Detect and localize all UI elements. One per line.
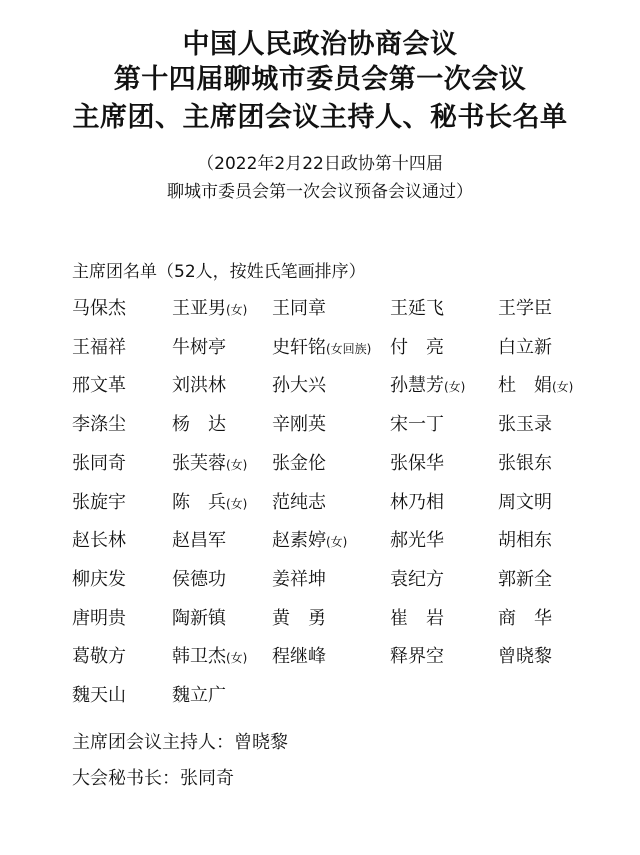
member-name-text: 孙大兴 xyxy=(272,375,326,397)
member-name-text: 周文明 xyxy=(498,491,552,513)
member-name-text: 孙慧芳 xyxy=(390,375,444,397)
name-row xyxy=(0,412,640,440)
member-name-text: 张芙蓉 xyxy=(172,452,226,474)
member-name-text: 牛树亭 xyxy=(172,336,226,358)
member-name-text: 张金伦 xyxy=(272,452,326,474)
member-note: (女) xyxy=(226,651,248,666)
member-name xyxy=(72,606,126,632)
member-name-text: 张保华 xyxy=(390,452,444,474)
member-name xyxy=(272,412,326,438)
member-name xyxy=(172,490,247,517)
member-name-text: 张旋宇 xyxy=(72,491,126,513)
member-name xyxy=(498,335,552,361)
member-name xyxy=(390,373,465,400)
member-name xyxy=(272,373,326,399)
member-name xyxy=(172,412,226,438)
member-name-text: 张银东 xyxy=(498,452,552,474)
member-name-text: 赵素婷 xyxy=(272,530,326,552)
member-name xyxy=(390,296,444,322)
member-name xyxy=(498,567,552,593)
member-name-text: 刘洪林 xyxy=(172,375,226,397)
member-name xyxy=(72,683,126,709)
title-line-2: 第十四届聊城市委员会第一次会议 xyxy=(113,64,527,95)
member-name-text: 张同奇 xyxy=(72,452,126,474)
member-name xyxy=(498,373,573,400)
member-name-text: 魏天山 xyxy=(72,685,126,706)
member-name-text: 史轩铭 xyxy=(272,336,326,358)
member-name-text: 王延飞 xyxy=(390,298,444,319)
member-name xyxy=(172,567,226,593)
member-name xyxy=(498,412,552,438)
title-line-1: 中国人民政治协商会议 xyxy=(182,29,458,60)
name-row xyxy=(0,644,640,672)
member-name xyxy=(390,644,444,670)
member-name xyxy=(390,490,444,516)
secretary-general-line xyxy=(72,766,234,792)
title-line-3: 主席团、主席团会议主持人、秘书长名单 xyxy=(72,102,568,133)
member-name xyxy=(172,528,226,554)
member-name-text: 郭新全 xyxy=(498,568,552,590)
member-name-text: 胡相东 xyxy=(498,530,552,552)
member-name xyxy=(390,451,444,477)
member-name xyxy=(172,644,247,671)
secretary-label: 大会秘书长： xyxy=(72,768,180,789)
name-row xyxy=(0,567,640,595)
member-name xyxy=(72,412,126,438)
member-name xyxy=(498,296,552,322)
member-name xyxy=(272,644,326,670)
member-name-text: 赵昌军 xyxy=(172,530,226,552)
member-name xyxy=(72,490,126,516)
member-name-text: 辛刚英 xyxy=(272,414,326,436)
host-label: 主席团会议主持人： xyxy=(72,732,234,753)
member-name-text: 杜 娟 xyxy=(498,375,552,397)
member-name-text: 郝光华 xyxy=(390,530,444,552)
member-name-text: 杨 达 xyxy=(172,414,226,436)
member-name xyxy=(272,490,326,516)
member-name xyxy=(72,335,126,361)
name-row xyxy=(0,606,640,634)
member-name-text: 邢文革 xyxy=(72,375,126,397)
member-name xyxy=(390,606,444,632)
member-name-text: 王同章 xyxy=(272,298,326,319)
member-note: (女) xyxy=(226,303,248,317)
member-name-text: 赵长林 xyxy=(72,530,126,552)
member-note: (女) xyxy=(552,380,574,395)
member-name-text: 商 华 xyxy=(498,607,552,629)
meeting-host-line xyxy=(72,730,288,756)
member-name-text: 葛敬方 xyxy=(72,646,126,668)
member-name xyxy=(390,412,444,438)
member-note: (女) xyxy=(226,496,248,511)
name-row xyxy=(0,373,640,401)
name-row xyxy=(0,296,640,324)
name-row xyxy=(0,451,640,479)
member-name-text: 宋一丁 xyxy=(390,414,444,436)
member-name xyxy=(72,373,126,399)
name-row xyxy=(0,490,640,518)
member-name-text: 张玉录 xyxy=(498,414,552,436)
member-name-text: 陈 兵 xyxy=(172,491,226,513)
member-name xyxy=(72,644,126,670)
member-name-text: 曾晓黎 xyxy=(498,646,552,668)
member-name xyxy=(390,528,444,554)
member-name xyxy=(272,528,347,555)
name-row xyxy=(0,683,640,711)
member-name-text: 王亚男 xyxy=(172,298,226,319)
member-name xyxy=(498,606,552,632)
member-name-text: 陶新镇 xyxy=(172,607,226,629)
host-name: 曾晓黎 xyxy=(234,732,288,753)
member-name xyxy=(498,490,552,516)
member-name-text: 范纯志 xyxy=(272,491,326,513)
member-name xyxy=(172,683,226,709)
member-name-text: 姜祥坤 xyxy=(272,568,326,590)
secretary-name: 张同奇 xyxy=(180,768,234,789)
member-name-text: 黄 勇 xyxy=(272,607,326,629)
member-name xyxy=(172,335,226,361)
member-name xyxy=(498,451,552,477)
member-name xyxy=(172,373,226,399)
member-name-text: 释界空 xyxy=(390,646,444,668)
member-name-text: 程继峰 xyxy=(272,646,326,668)
member-name xyxy=(172,296,247,323)
member-name xyxy=(390,567,444,593)
member-name-text: 柳庆发 xyxy=(72,568,126,590)
member-name xyxy=(390,335,444,361)
member-name-text: 付 亮 xyxy=(390,336,444,358)
member-name xyxy=(272,335,371,362)
member-name-text: 韩卫杰 xyxy=(172,646,226,668)
presidium-heading: 主席团名单（52人，按姓氏笔画排序） xyxy=(72,262,366,282)
member-name xyxy=(498,644,552,670)
member-name-text: 马保杰 xyxy=(72,298,126,319)
member-name-text: 林乃相 xyxy=(390,491,444,513)
member-name-text: 魏立广 xyxy=(172,685,226,706)
member-name xyxy=(72,567,126,593)
member-name xyxy=(172,606,226,632)
member-note: (女) xyxy=(226,457,248,472)
member-name-text: 白立新 xyxy=(498,336,552,358)
member-name-text: 李涤尘 xyxy=(72,414,126,436)
member-name xyxy=(272,296,326,322)
member-name-text: 王学臣 xyxy=(498,298,552,319)
member-name-text: 袁纪方 xyxy=(390,568,444,590)
member-name xyxy=(498,528,552,554)
member-note: (女) xyxy=(444,380,466,395)
name-row xyxy=(0,528,640,556)
member-note: (女回族) xyxy=(326,341,372,356)
member-name xyxy=(272,451,326,477)
subtitle-line-2: 聊城市委员会第一次会议预备会议通过） xyxy=(167,182,473,202)
name-row xyxy=(0,335,640,363)
member-name xyxy=(272,567,326,593)
member-note: (女) xyxy=(326,535,348,550)
subtitle-line-1: （2022年2月22日政协第十四届 xyxy=(197,154,443,174)
member-name-text: 崔 岩 xyxy=(390,607,444,629)
member-name xyxy=(272,606,326,632)
member-name xyxy=(72,451,126,477)
member-name xyxy=(172,451,247,478)
member-name-text: 王福祥 xyxy=(72,336,126,358)
member-name-text: 侯德功 xyxy=(172,568,226,590)
member-name xyxy=(72,528,126,554)
member-name-text: 唐明贵 xyxy=(72,607,126,629)
member-name xyxy=(72,296,126,322)
